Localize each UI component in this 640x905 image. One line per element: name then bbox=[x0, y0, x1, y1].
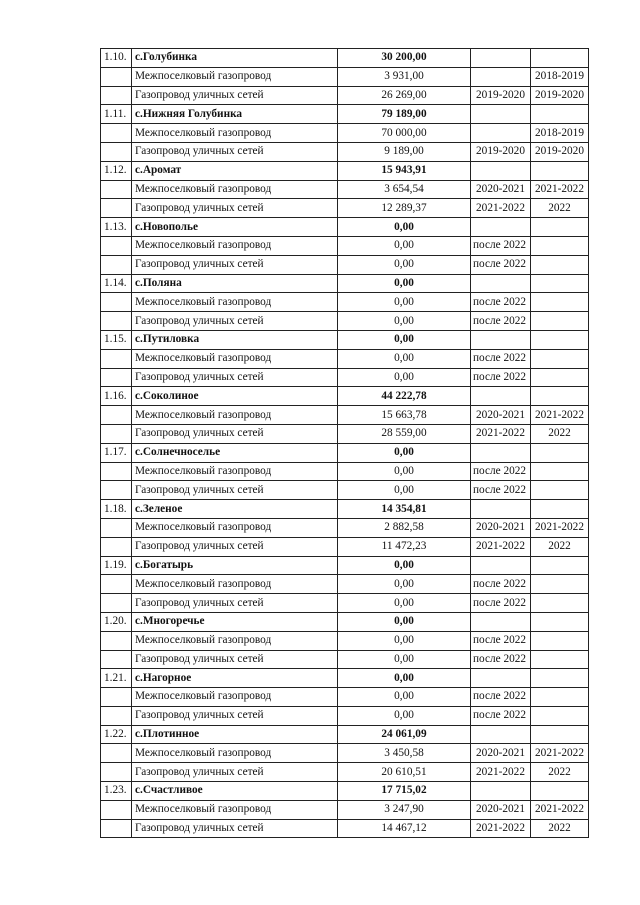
row-number bbox=[101, 462, 132, 481]
object-name: Межпоселковый газопровод bbox=[132, 518, 338, 537]
period-construction-cell bbox=[531, 688, 589, 707]
period-design-cell: после 2022 bbox=[471, 349, 531, 368]
row-number: 1.18. bbox=[101, 500, 132, 519]
amount-cell: 0,00 bbox=[338, 349, 471, 368]
row-number bbox=[101, 518, 132, 537]
table-row bbox=[101, 706, 589, 725]
object-name: Газопровод уличных сетей bbox=[132, 537, 338, 556]
table-section-row bbox=[101, 161, 589, 180]
table-section-row bbox=[101, 330, 589, 349]
period-design-cell bbox=[471, 105, 531, 124]
period-design-cell: после 2022 bbox=[471, 594, 531, 613]
table-body bbox=[101, 49, 589, 838]
object-name: Газопровод уличных сетей bbox=[132, 706, 338, 725]
amount-cell: 44 222,78 bbox=[338, 387, 471, 406]
period-construction-cell: 2022 bbox=[531, 424, 589, 443]
object-name: Газопровод уличных сетей bbox=[132, 481, 338, 500]
period-design-cell: после 2022 bbox=[471, 575, 531, 594]
period-construction-cell: 2021-2022 bbox=[531, 518, 589, 537]
amount-cell: 28 559,00 bbox=[338, 424, 471, 443]
row-number: 1.13. bbox=[101, 218, 132, 237]
row-number: 1.10. bbox=[101, 49, 132, 68]
amount-cell: 3 654,54 bbox=[338, 180, 471, 199]
period-construction-cell bbox=[531, 255, 589, 274]
period-design-cell bbox=[471, 782, 531, 801]
period-design-cell bbox=[471, 500, 531, 519]
table-row bbox=[101, 537, 589, 556]
amount-cell: 9 189,00 bbox=[338, 142, 471, 161]
object-name: Межпоселковый газопровод bbox=[132, 236, 338, 255]
period-design-cell: после 2022 bbox=[471, 462, 531, 481]
object-name: с.Нижняя Голубинка bbox=[132, 105, 338, 124]
period-construction-cell bbox=[531, 387, 589, 406]
table-section-row bbox=[101, 274, 589, 293]
table-row bbox=[101, 650, 589, 669]
period-design-cell bbox=[471, 669, 531, 688]
amount-cell: 70 000,00 bbox=[338, 124, 471, 143]
amount-cell: 3 931,00 bbox=[338, 67, 471, 86]
table-row bbox=[101, 293, 589, 312]
period-design-cell bbox=[471, 725, 531, 744]
object-name: с.Зеленое bbox=[132, 500, 338, 519]
period-design-cell bbox=[471, 274, 531, 293]
period-design-cell: 2020-2021 bbox=[471, 800, 531, 819]
amount-cell: 0,00 bbox=[338, 594, 471, 613]
period-construction-cell: 2021-2022 bbox=[531, 800, 589, 819]
table-row bbox=[101, 631, 589, 650]
period-construction-cell bbox=[531, 556, 589, 575]
period-construction-cell bbox=[531, 161, 589, 180]
amount-cell: 2 882,58 bbox=[338, 518, 471, 537]
period-construction-cell: 2019-2020 bbox=[531, 142, 589, 161]
period-construction-cell: 2021-2022 bbox=[531, 406, 589, 425]
period-design-cell: после 2022 bbox=[471, 631, 531, 650]
period-design-cell bbox=[471, 330, 531, 349]
amount-cell: 11 472,23 bbox=[338, 537, 471, 556]
table-section-row bbox=[101, 218, 589, 237]
object-name: с.Новополье bbox=[132, 218, 338, 237]
table-row bbox=[101, 349, 589, 368]
period-design-cell: после 2022 bbox=[471, 706, 531, 725]
period-design-cell: после 2022 bbox=[471, 650, 531, 669]
table-row bbox=[101, 368, 589, 387]
object-name: Межпоселковый газопровод bbox=[132, 124, 338, 143]
row-number bbox=[101, 255, 132, 274]
table-row bbox=[101, 86, 589, 105]
table-row bbox=[101, 199, 589, 218]
period-construction-cell bbox=[531, 462, 589, 481]
row-number bbox=[101, 706, 132, 725]
object-name: Межпоселковый газопровод bbox=[132, 349, 338, 368]
amount-cell: 17 715,02 bbox=[338, 782, 471, 801]
amount-cell: 24 061,09 bbox=[338, 725, 471, 744]
row-number bbox=[101, 688, 132, 707]
table-row bbox=[101, 744, 589, 763]
row-number bbox=[101, 199, 132, 218]
period-construction-cell bbox=[531, 330, 589, 349]
period-design-cell: после 2022 bbox=[471, 255, 531, 274]
period-construction-cell bbox=[531, 669, 589, 688]
row-number bbox=[101, 406, 132, 425]
row-number bbox=[101, 575, 132, 594]
row-number: 1.11. bbox=[101, 105, 132, 124]
row-number bbox=[101, 744, 132, 763]
table-row bbox=[101, 142, 589, 161]
row-number: 1.14. bbox=[101, 274, 132, 293]
object-name: Межпоселковый газопровод bbox=[132, 631, 338, 650]
row-number: 1.20. bbox=[101, 612, 132, 631]
period-design-cell: 2021-2022 bbox=[471, 763, 531, 782]
period-construction-cell bbox=[531, 368, 589, 387]
amount-cell: 14 467,12 bbox=[338, 819, 471, 838]
row-number bbox=[101, 67, 132, 86]
row-number: 1.17. bbox=[101, 443, 132, 462]
row-number bbox=[101, 349, 132, 368]
amount-cell: 0,00 bbox=[338, 312, 471, 331]
object-name: с.Солнечноселье bbox=[132, 443, 338, 462]
object-name: Газопровод уличных сетей bbox=[132, 368, 338, 387]
period-design-cell: после 2022 bbox=[471, 481, 531, 500]
amount-cell: 26 269,00 bbox=[338, 86, 471, 105]
period-construction-cell: 2021-2022 bbox=[531, 180, 589, 199]
row-number: 1.23. bbox=[101, 782, 132, 801]
period-design-cell bbox=[471, 612, 531, 631]
period-design-cell bbox=[471, 124, 531, 143]
period-construction-cell bbox=[531, 575, 589, 594]
row-number bbox=[101, 424, 132, 443]
object-name: Межпоселковый газопровод bbox=[132, 462, 338, 481]
period-design-cell bbox=[471, 556, 531, 575]
period-design-cell: 2020-2021 bbox=[471, 180, 531, 199]
period-construction-cell bbox=[531, 650, 589, 669]
row-number bbox=[101, 142, 132, 161]
period-design-cell: 2019-2020 bbox=[471, 142, 531, 161]
table-row bbox=[101, 406, 589, 425]
object-name: Межпоселковый газопровод bbox=[132, 688, 338, 707]
table-section-row bbox=[101, 612, 589, 631]
object-name: с.Поляна bbox=[132, 274, 338, 293]
amount-cell: 3 247,90 bbox=[338, 800, 471, 819]
object-name: с.Нагорное bbox=[132, 669, 338, 688]
period-design-cell: после 2022 bbox=[471, 688, 531, 707]
amount-cell: 0,00 bbox=[338, 218, 471, 237]
amount-cell: 0,00 bbox=[338, 330, 471, 349]
table-section-row bbox=[101, 556, 589, 575]
amount-cell: 0,00 bbox=[338, 293, 471, 312]
period-construction-cell bbox=[531, 218, 589, 237]
amount-cell: 0,00 bbox=[338, 255, 471, 274]
row-number: 1.16. bbox=[101, 387, 132, 406]
table-row bbox=[101, 180, 589, 199]
amount-cell: 0,00 bbox=[338, 481, 471, 500]
period-design-cell bbox=[471, 161, 531, 180]
table-row bbox=[101, 594, 589, 613]
amount-cell: 0,00 bbox=[338, 443, 471, 462]
object-name: Газопровод уличных сетей bbox=[132, 594, 338, 613]
period-construction-cell: 2022 bbox=[531, 199, 589, 218]
row-number bbox=[101, 86, 132, 105]
table-section-row bbox=[101, 669, 589, 688]
amount-cell: 0,00 bbox=[338, 706, 471, 725]
row-number bbox=[101, 312, 132, 331]
row-number bbox=[101, 180, 132, 199]
table-row bbox=[101, 763, 589, 782]
object-name: с.Путиловка bbox=[132, 330, 338, 349]
period-construction-cell bbox=[531, 725, 589, 744]
period-construction-cell bbox=[531, 236, 589, 255]
period-construction-cell bbox=[531, 349, 589, 368]
period-construction-cell bbox=[531, 594, 589, 613]
period-design-cell: 2019-2020 bbox=[471, 86, 531, 105]
amount-cell: 79 189,00 bbox=[338, 105, 471, 124]
table-section-row bbox=[101, 49, 589, 68]
amount-cell: 0,00 bbox=[338, 688, 471, 707]
row-number bbox=[101, 819, 132, 838]
object-name: Газопровод уличных сетей bbox=[132, 424, 338, 443]
table-row bbox=[101, 481, 589, 500]
row-number: 1.19. bbox=[101, 556, 132, 575]
table-row bbox=[101, 688, 589, 707]
object-name: Межпоселковый газопровод bbox=[132, 744, 338, 763]
period-construction-cell: 2018-2019 bbox=[531, 67, 589, 86]
object-name: Межпоселковый газопровод bbox=[132, 800, 338, 819]
table-row bbox=[101, 67, 589, 86]
table-row bbox=[101, 236, 589, 255]
period-design-cell: 2020-2021 bbox=[471, 406, 531, 425]
table-section-row bbox=[101, 105, 589, 124]
period-construction-cell bbox=[531, 49, 589, 68]
period-design-cell: после 2022 bbox=[471, 293, 531, 312]
object-name: Межпоселковый газопровод bbox=[132, 67, 338, 86]
object-name: с.Соколиное bbox=[132, 387, 338, 406]
object-name: с.Многоречье bbox=[132, 612, 338, 631]
row-number: 1.21. bbox=[101, 669, 132, 688]
amount-cell: 0,00 bbox=[338, 462, 471, 481]
table-section-row bbox=[101, 782, 589, 801]
period-design-cell bbox=[471, 218, 531, 237]
period-construction-cell bbox=[531, 782, 589, 801]
table-section-row bbox=[101, 443, 589, 462]
object-name: Газопровод уличных сетей bbox=[132, 255, 338, 274]
object-name: Газопровод уличных сетей bbox=[132, 763, 338, 782]
period-construction-cell bbox=[531, 706, 589, 725]
object-name: Газопровод уличных сетей bbox=[132, 819, 338, 838]
period-design-cell: после 2022 bbox=[471, 368, 531, 387]
amount-cell: 0,00 bbox=[338, 650, 471, 669]
amount-cell: 20 610,51 bbox=[338, 763, 471, 782]
period-construction-cell: 2022 bbox=[531, 537, 589, 556]
table-row bbox=[101, 800, 589, 819]
period-construction-cell: 2018-2019 bbox=[531, 124, 589, 143]
period-design-cell: 2021-2022 bbox=[471, 537, 531, 556]
object-name: Газопровод уличных сетей bbox=[132, 86, 338, 105]
period-construction-cell bbox=[531, 105, 589, 124]
period-construction-cell bbox=[531, 312, 589, 331]
object-name: с.Счастливое bbox=[132, 782, 338, 801]
amount-cell: 0,00 bbox=[338, 669, 471, 688]
period-construction-cell: 2019-2020 bbox=[531, 86, 589, 105]
period-design-cell: 2021-2022 bbox=[471, 819, 531, 838]
row-number bbox=[101, 368, 132, 387]
table-row bbox=[101, 819, 589, 838]
period-construction-cell bbox=[531, 293, 589, 312]
period-design-cell bbox=[471, 49, 531, 68]
period-construction-cell bbox=[531, 500, 589, 519]
table-row bbox=[101, 255, 589, 274]
table-row bbox=[101, 124, 589, 143]
object-name: Газопровод уличных сетей bbox=[132, 312, 338, 331]
table-row bbox=[101, 518, 589, 537]
amount-cell: 12 289,37 bbox=[338, 199, 471, 218]
row-number bbox=[101, 800, 132, 819]
object-name: Газопровод уличных сетей bbox=[132, 650, 338, 669]
period-design-cell bbox=[471, 387, 531, 406]
period-construction-cell: 2022 bbox=[531, 819, 589, 838]
period-construction-cell bbox=[531, 274, 589, 293]
period-construction-cell bbox=[531, 612, 589, 631]
amount-cell: 3 450,58 bbox=[338, 744, 471, 763]
period-design-cell bbox=[471, 67, 531, 86]
period-construction-cell bbox=[531, 481, 589, 500]
document-page bbox=[100, 48, 588, 838]
period-design-cell bbox=[471, 443, 531, 462]
table-section-row bbox=[101, 725, 589, 744]
amount-cell: 0,00 bbox=[338, 368, 471, 387]
amount-cell: 0,00 bbox=[338, 556, 471, 575]
period-design-cell: после 2022 bbox=[471, 312, 531, 331]
row-number bbox=[101, 594, 132, 613]
period-design-cell: после 2022 bbox=[471, 236, 531, 255]
row-number bbox=[101, 481, 132, 500]
table-row bbox=[101, 312, 589, 331]
row-number bbox=[101, 124, 132, 143]
amount-cell: 30 200,00 bbox=[338, 49, 471, 68]
amount-cell: 0,00 bbox=[338, 575, 471, 594]
row-number bbox=[101, 236, 132, 255]
gas-pipeline-table bbox=[100, 48, 589, 838]
amount-cell: 0,00 bbox=[338, 274, 471, 293]
period-construction-cell: 2022 bbox=[531, 763, 589, 782]
table-row bbox=[101, 462, 589, 481]
object-name: с.Аромат bbox=[132, 161, 338, 180]
period-design-cell: 2020-2021 bbox=[471, 518, 531, 537]
amount-cell: 0,00 bbox=[338, 631, 471, 650]
table-section-row bbox=[101, 387, 589, 406]
period-design-cell: 2021-2022 bbox=[471, 424, 531, 443]
row-number bbox=[101, 293, 132, 312]
period-design-cell: 2020-2021 bbox=[471, 744, 531, 763]
object-name: с.Плотинное bbox=[132, 725, 338, 744]
amount-cell: 15 943,91 bbox=[338, 161, 471, 180]
row-number bbox=[101, 650, 132, 669]
period-design-cell: 2021-2022 bbox=[471, 199, 531, 218]
row-number bbox=[101, 631, 132, 650]
amount-cell: 14 354,81 bbox=[338, 500, 471, 519]
object-name: с.Богатырь bbox=[132, 556, 338, 575]
amount-cell: 0,00 bbox=[338, 612, 471, 631]
table-row bbox=[101, 424, 589, 443]
object-name: Газопровод уличных сетей bbox=[132, 142, 338, 161]
row-number bbox=[101, 763, 132, 782]
period-construction-cell: 2021-2022 bbox=[531, 744, 589, 763]
object-name: Межпоселковый газопровод bbox=[132, 406, 338, 425]
amount-cell: 0,00 bbox=[338, 236, 471, 255]
object-name: Межпоселковый газопровод bbox=[132, 575, 338, 594]
amount-cell: 15 663,78 bbox=[338, 406, 471, 425]
object-name: Межпоселковый газопровод bbox=[132, 180, 338, 199]
period-construction-cell bbox=[531, 631, 589, 650]
row-number: 1.22. bbox=[101, 725, 132, 744]
row-number: 1.15. bbox=[101, 330, 132, 349]
object-name: с.Голубинка bbox=[132, 49, 338, 68]
object-name: Межпоселковый газопровод bbox=[132, 293, 338, 312]
row-number bbox=[101, 537, 132, 556]
table-section-row bbox=[101, 500, 589, 519]
table-row bbox=[101, 575, 589, 594]
period-construction-cell bbox=[531, 443, 589, 462]
object-name: Газопровод уличных сетей bbox=[132, 199, 338, 218]
row-number: 1.12. bbox=[101, 161, 132, 180]
